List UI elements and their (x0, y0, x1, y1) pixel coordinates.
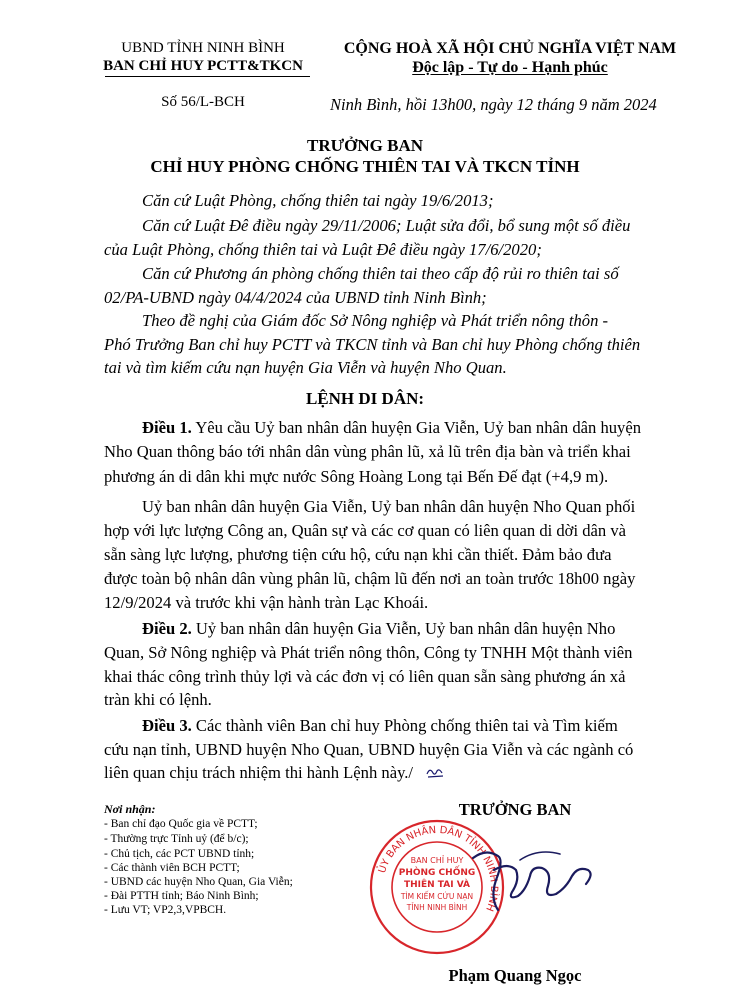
article-1-p2-line-5: 12/9/2024 và trước khi vận hành tràn Lạc Khoái. (104, 593, 429, 612)
article-1-p2-line-3: sẵn sàng lực lượng, phương tiện cứu hộ, cứu nạn khi cần thiết. Đảm bảo đưa (104, 545, 612, 564)
article-3-label: Điều 3. (142, 716, 192, 735)
article-2-line-2: Quan, Sở Nông nghiệp và Phát triển nông thôn, Công ty TNHH Một thành viên (104, 643, 633, 662)
recipient-item: - Đài PTTH tỉnh; Báo Ninh Bình; (104, 890, 259, 902)
agency-name: UBND TỈNH NINH BÌNH (121, 40, 285, 56)
basis-4: Theo đề nghị của Giám đốc Sở Nông nghiệp và Phát triển nông thôn - (142, 311, 609, 330)
basis-1: Căn cứ Luật Phòng, chống thiên tai ngày 19/6/2013; (142, 191, 494, 210)
recipient-item: - Thường trực Tỉnh uỷ (để b/c); (104, 833, 249, 845)
nation-motto: Độc lập - Tự do - Hạnh phúc (412, 59, 608, 76)
article-3-text: Các thành viên Ban chỉ huy Phòng chống thiên tai và Tìm kiếm (191, 716, 618, 735)
article-1-line-2: Nho Quan thông báo tới nhân dân vùng phân lũ, xả lũ trên địa bàn và triển khai (104, 442, 631, 461)
basis-3-cont: 02/PA-UBND ngày 04/4/2024 của UBND tỉnh Ninh Bình; (104, 288, 487, 307)
article-2-line-4: tràn khi có lệnh. (104, 690, 212, 709)
recipient-item: - UBND các huyện Nho Quan, Gia Viễn; (104, 876, 293, 888)
left-header-divider (105, 76, 310, 77)
title-line-1: TRƯỞNG BAN (306, 136, 423, 155)
nation-title: CỘNG HOÀ XÃ HỘI CHỦ NGHĨA VIỆT NAM (343, 40, 677, 57)
article-3-line-3: liên quan chịu trách nhiệm thi hành Lệnh này./ (104, 763, 414, 782)
article-1-label: Điều 1. (142, 418, 192, 437)
basis-3: Căn cứ Phương án phòng chống thiên tai theo cấp độ rủi ro thiên tai số (142, 264, 619, 283)
article-3-line-2: cứu nạn tỉnh, UBND huyện Nho Quan, UBND huyện Gia Viễn và các ngành có (104, 740, 634, 759)
article-1-line-1 (142, 418, 641, 438)
basis-4-cont-2: tai và tìm kiếm cứu nạn huyện Gia Viễn và huyện Nho Quan. (104, 358, 507, 377)
article-1-text: Yêu cầu Uỷ ban nhân dân huyện Gia Viễn, Uỷ ban nhân dân huyện (191, 418, 641, 437)
article-1-p2-line-2: hợp với lực lượng Công an, Quân sự và các cơ quan có liên quan di dời dân và (104, 521, 626, 540)
seal-line-5: TỈNH NINH BÌNH (406, 903, 468, 912)
seal-line-1: BAN CHỈ HUY (410, 856, 464, 865)
recipient-item: - Chủ tịch, các PCT UBND tỉnh; (104, 848, 255, 860)
basis-2-cont: của Luật Phòng, chống thiên tai và Luật Đê điều ngày 17/6/2020; (104, 240, 542, 259)
place-date: Ninh Bình, hồi 13h00, ngày 12 tháng 9 năm 2024 (330, 95, 657, 114)
article-2-text: Uỷ ban nhân dân huyện Gia Viễn, Uỷ ban nhân dân huyện Nho (191, 619, 616, 638)
seal-line-4: TÌM KIẾM CỨU NẠN (400, 892, 474, 901)
recipients-title: Nơi nhận: (104, 802, 156, 816)
title-line-2: CHỈ HUY PHÒNG CHỐNG THIÊN TAI VÀ TKCN TỈNH (150, 157, 580, 176)
seal-line-3: THIÊN TAI VÀ (403, 880, 471, 890)
basis-2: Căn cứ Luật Đê điều ngày 29/11/2006; Luật sửa đổi, bổ sung một số điều (142, 216, 631, 235)
seal-ring-text: ỦY BAN NHÂN DÂN TỈNH NINH BÌNH (376, 824, 500, 913)
initials-mark-icon (425, 764, 445, 780)
article-2-label: Điều 2. (142, 619, 192, 638)
signer-role: TRƯỞNG BAN (458, 800, 572, 819)
article-2-line-1 (142, 619, 615, 639)
office-name: BAN CHỈ HUY PCTT&TKCN (103, 58, 303, 74)
seal-line-2: PHÒNG CHỐNG (398, 868, 476, 878)
article-1-p2-line-4: được toàn bộ nhân dân vùng phân lũ, chậm lũ đến nơi an toàn trước 18h00 ngày (104, 569, 636, 588)
document-number: Số 56/L-BCH (161, 94, 245, 110)
recipient-item: - Lưu VT; VP2,3,VPBCH. (104, 904, 227, 916)
handwritten-signature (468, 840, 608, 920)
article-2-line-3: khai thác công trình thủy lợi và các đơn vị có liên quan sẵn sàng phương án xả (104, 667, 626, 686)
order-title: LỆNH DI DÂN: (305, 389, 425, 408)
basis-4-cont-1: Phó Trưởng Ban chỉ huy PCTT và TKCN tỉnh và Ban chỉ huy Phòng chống thiên (104, 335, 641, 354)
signer-name: Phạm Quang Ngọc (448, 966, 582, 985)
recipient-item: - Các thành viên BCH PCTT; (104, 862, 240, 874)
article-1-line-3: phương án di dân khi mực nước Sông Hoàng Long tại Bến Đế đạt (+4,9 m). (104, 467, 609, 486)
recipient-item: - Ban chỉ đạo Quốc gia về PCTT; (104, 818, 258, 830)
article-1-p2-line-1: Uỷ ban nhân dân huyện Gia Viễn, Uỷ ban nhân dân huyện Nho Quan phối (142, 497, 636, 516)
article-3-line-1 (142, 716, 618, 736)
signature-icon (468, 840, 608, 920)
